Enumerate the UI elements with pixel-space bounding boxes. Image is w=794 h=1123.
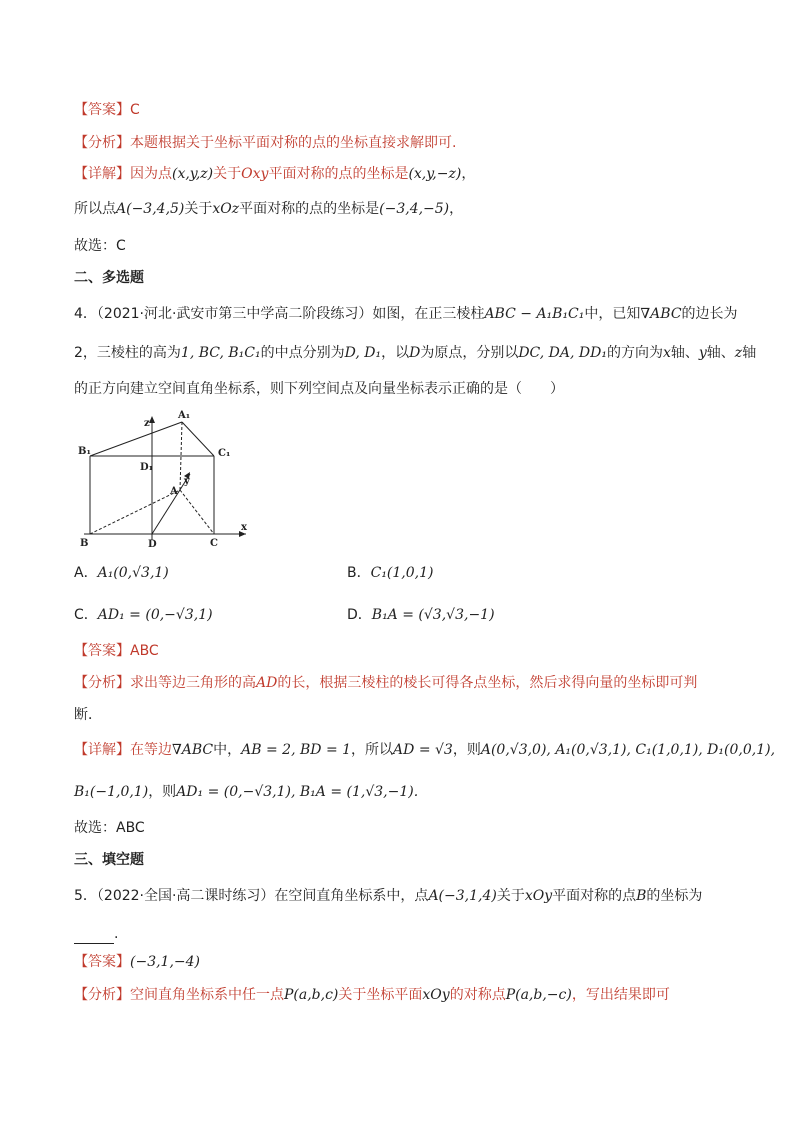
option-d-label: D．: [347, 607, 372, 623]
stem-text: 2，三棱柱的高为: [74, 345, 181, 361]
answer-tag: 【答案】: [74, 643, 130, 659]
option-c-text: AD₁ = (0,−√3,1): [97, 607, 213, 623]
label-d: D: [148, 539, 157, 548]
math-text: AD = √3: [393, 742, 453, 758]
detail-text: 所以点: [74, 201, 116, 217]
detail-text: 在等边: [130, 742, 172, 758]
detail-tag: 【详解】: [74, 742, 130, 758]
stem-text: 为原点，分别以: [420, 345, 519, 361]
math-point: (x,y,z): [172, 166, 214, 182]
q5-stem-line-2: [74, 924, 734, 944]
option-b-label: B．: [347, 565, 371, 581]
q4-detail-line-1: [74, 740, 776, 760]
detail-text: 平面对称的点的坐标是: [239, 201, 380, 217]
stem-text: 4．（2021·河北·武安市第三中学高二阶段练习）如图，在正三棱柱: [74, 306, 485, 322]
detail-text: 中，: [213, 742, 242, 758]
q3-choice: 故选：C: [74, 238, 126, 254]
math-vectors: DC, DA, DD₁: [518, 345, 607, 361]
section-heading-fill-in: 三、填空题: [74, 852, 144, 868]
q4-stem-line-3: 的正方向建立空间直角坐标系，则下列空间点及向量坐标表示正确的是（ ）: [74, 381, 564, 397]
answer-value: (−3,1,−4): [130, 954, 201, 970]
answer-tag: 【答案】: [74, 954, 130, 970]
q4-detail-line-2: [74, 782, 734, 802]
option-b-text: C₁(1,0,1): [370, 565, 434, 581]
stem-text: 的坐标为: [646, 888, 703, 904]
label-a1: A₁: [178, 410, 191, 421]
math-text: D, D₁: [344, 345, 382, 361]
q3-detail-line: [74, 164, 734, 184]
q4-choice: 故选：ABC: [74, 820, 145, 836]
punct: ，: [449, 201, 464, 217]
detail-text: 关于: [213, 166, 242, 182]
option-d-text: B₁A = (√3,√3,−1): [371, 607, 495, 623]
q3-answer-line: [74, 100, 734, 120]
math-point: P(a,b,c): [284, 987, 339, 1003]
label-y: y: [184, 476, 190, 487]
analysis-text: 断．: [74, 707, 102, 723]
stem-text: 关于: [496, 888, 525, 904]
q4-stem-line-2: [74, 343, 757, 363]
q4-analysis-line-2: [74, 705, 734, 725]
stem-text: 的中点分别为: [260, 345, 345, 361]
analysis-text: ，写出结果即可: [571, 987, 670, 1003]
math-triangle: ∇ABC: [640, 306, 682, 322]
math-result: (x,y,−z): [408, 166, 462, 182]
option-c-label: C．: [74, 607, 98, 623]
analysis-tag: 【分析】: [74, 987, 130, 1003]
math-point: A(−3,1,4): [428, 888, 497, 904]
math-text: AB = 2, BD = 1: [241, 742, 352, 758]
punct: ，: [461, 166, 476, 182]
label-a: A: [170, 486, 178, 497]
answer-blank[interactable]: [74, 929, 114, 944]
prism-figure: [76, 408, 256, 548]
math-text: A(0,√3,0), A₁(0,√3,1), C₁(1,0,1), D₁(0,0,1),: [480, 742, 776, 758]
edge-a1c1: [182, 422, 214, 456]
answer-value: C: [130, 102, 140, 118]
analysis-tag: 【分析】: [74, 135, 130, 151]
label-d1: D₁: [140, 462, 154, 473]
math-plane: xOy: [422, 987, 450, 1003]
stem-text: 的方向为: [606, 345, 663, 361]
analysis-text: 求出等边三角形的高: [130, 675, 256, 691]
math-plane: xOz: [212, 201, 240, 217]
z-axis-arrow: [149, 416, 155, 423]
math-text: B: [636, 888, 647, 904]
stem-text: 轴: [742, 345, 757, 361]
math-text: x: [662, 345, 671, 361]
math-text: AD₁ = (0,−√3,1), B₁A = (1,√3,−1).: [176, 784, 419, 800]
option-b: [347, 563, 433, 583]
math-text: ∇ABC: [172, 742, 214, 758]
label-z: z: [144, 418, 150, 429]
detail-text: ，则: [452, 742, 481, 758]
math-text: z: [734, 345, 743, 361]
analysis-text: 的长，根据三棱柱的棱长可得各点坐标，然后求得向量的坐标即可判: [277, 675, 698, 691]
analysis-text: 关于坐标平面: [338, 987, 423, 1003]
stem-text: 中，已知: [584, 306, 641, 322]
detail-text: 因为点: [130, 166, 172, 182]
edge-b1a1: [90, 422, 182, 456]
label-b: B: [80, 538, 89, 548]
option-d: [347, 605, 495, 625]
math-text: AD: [256, 675, 278, 691]
answer-value: ABC: [130, 643, 159, 659]
section-heading-multiple-choice: 二、多选题: [74, 270, 144, 286]
math-plane: Oxy: [241, 166, 269, 182]
label-b1: B₁: [78, 446, 91, 457]
stem-text: 轴、: [706, 345, 735, 361]
q4-analysis-line-1: [74, 673, 734, 693]
math-text: D: [409, 345, 421, 361]
analysis-text: 的对称点: [449, 987, 506, 1003]
option-a: [74, 563, 169, 583]
q5-answer-line: [74, 952, 734, 972]
math-text: B₁(−1,0,1): [74, 784, 149, 800]
option-c: [74, 605, 213, 625]
edge-ac: [180, 490, 214, 534]
detail-text: ，所以: [351, 742, 394, 758]
math-point: A(−3,4,5): [116, 201, 185, 217]
label-c: C: [210, 538, 218, 548]
math-result: (−3,4,−5): [379, 201, 450, 217]
math-plane: xOy: [524, 888, 553, 904]
math-prism: ABC − A₁B₁C₁: [484, 306, 585, 322]
option-a-label: A．: [74, 565, 98, 581]
stem-text: 轴、: [670, 345, 699, 361]
q4-stem-line-1: [74, 304, 738, 324]
detail-text: 关于: [184, 201, 213, 217]
stem-text: 5．（2022·全国·高二课时练习）在空间直角坐标系中，点: [74, 888, 429, 904]
q5-analysis-line: [74, 985, 734, 1005]
detail-text: 平面对称的点的坐标是: [268, 166, 409, 182]
analysis-text: 空间直角坐标系中任一点: [130, 987, 284, 1003]
math-text: y: [698, 345, 707, 361]
q4-answer-line: [74, 641, 734, 661]
q5-stem-line-1: [74, 886, 734, 906]
label-c1: C₁: [218, 448, 231, 459]
q3-detail-line-2: [74, 199, 734, 219]
stem-text: ，以: [381, 345, 410, 361]
stem-text: 的边长为: [681, 306, 738, 322]
analysis-text: 本题根据关于坐标平面对称的点的坐标直接求解即可.: [130, 135, 457, 151]
math-text: 1, BC, B₁C₁: [180, 345, 261, 361]
analysis-tag: 【分析】: [74, 675, 130, 691]
math-point: P(a,b,−c): [505, 987, 572, 1003]
q3-analysis-line: [74, 133, 734, 153]
detail-text: ，则: [148, 784, 177, 800]
punct: .: [114, 926, 119, 942]
label-x: x: [241, 522, 247, 533]
answer-tag: 【答案】: [74, 102, 130, 118]
option-a-text: A₁(0,√3,1): [97, 565, 169, 581]
stem-text: 平面对称的点: [552, 888, 637, 904]
detail-tag: 【详解】: [74, 166, 130, 182]
